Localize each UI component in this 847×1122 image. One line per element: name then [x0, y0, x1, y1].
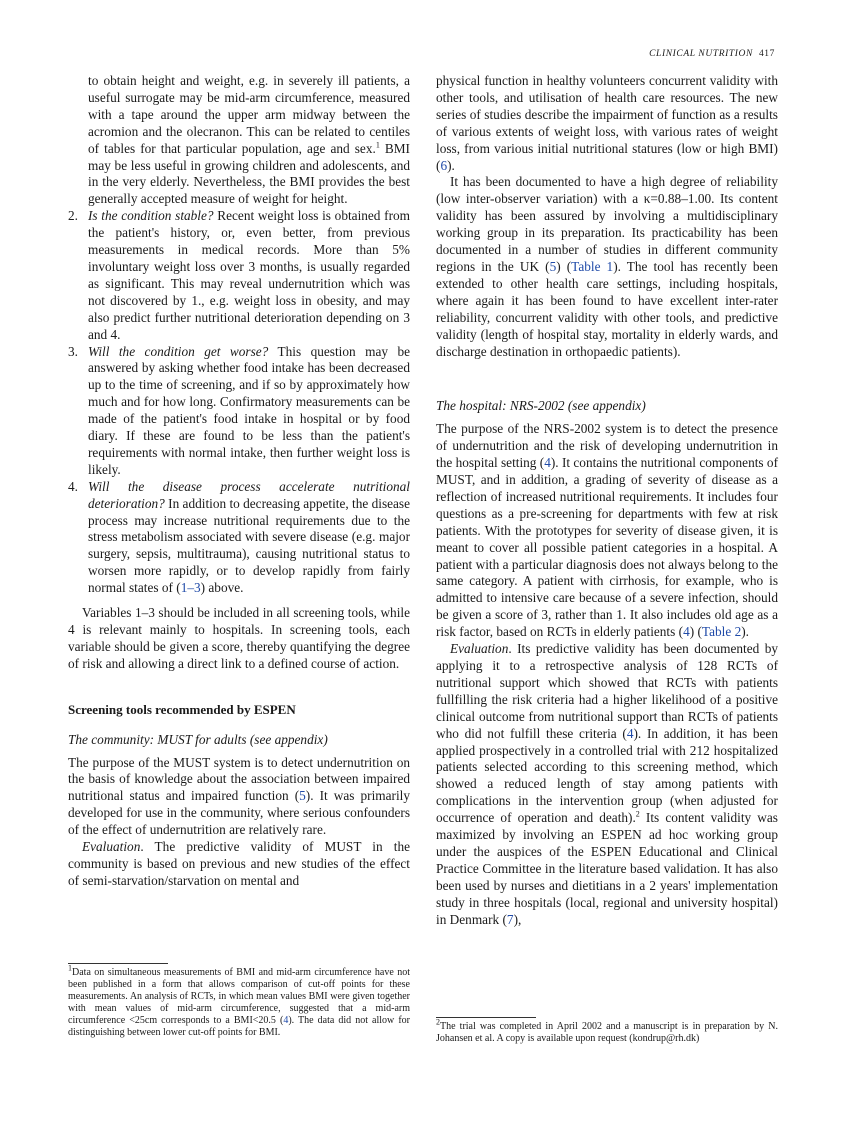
ref-link-5b[interactable]: 5: [549, 258, 557, 274]
ref-link-1-3[interactable]: 1–3: [180, 580, 201, 596]
footnote-rule: [68, 963, 168, 964]
footnote-ref-4[interactable]: 4: [283, 1015, 289, 1027]
running-head: [649, 49, 775, 59]
must-continuation-paragraph: physical function in healthy volunteers concurrent validity with other tools, and utilisation of health care resources. The new series of studies describe the impairment of function as a results of various extents of weight loss, with various rates of weight loss, from various initial nutritional statures (low or high BMI) (6).: [436, 73, 778, 173]
reliability-paragraph: It has been documented to have a high degree of reliability (low inter-observer variation) with a κ=0.88–1.00. Its content validity has been assured by involving a multidisciplinary working group in its preparation. Its practicability has been documented in a number of studies in different community regions in the UK (5) (Table 1). The tool has recently been extended to other health care settings, including hospitals, where again it has been found to have excellent inter-rater reliability, concurrent validity with other tools, and predictive validity (length of hospital stay, mortality in elderly wards, and discharge destination in orthopaedic patients).: [436, 174, 778, 359]
footnote-1: $^1$Data on simultaneous measurements of BMI and mid-arm circumference have not been published in a form that allows comparison of cut-off points for these measurements. An analysis of RCTs, in which mean values BMI were given together with mean values of mid-arm circumference, suggested that a mid-arm circumference <25cm corresponds to a BMI<20.5 (4). The data did not allow for distinguishing between lower cut-off points for BMI.: [68, 963, 410, 1039]
variables-paragraph: Variables 1–3 should be included in all screening tools, while 4 is relevant mainly to hospitals. In screening tools, each variable should be given a score, thereby quantifying the degree of risk and allowing a direct link to a defined course of action.: [68, 605, 410, 671]
ref-link-4b[interactable]: 4: [683, 624, 690, 640]
must-evaluation-paragraph: Evaluation. The predictive validity of MUST in the community is based on previous and new studies of the effect of semi-starvation/starvation on mental and: [68, 839, 410, 888]
ref-link-5[interactable]: 5: [299, 788, 306, 804]
page-number: 417: [758, 49, 775, 59]
item1-continuation: to obtain height and weight, e.g. in severely ill patients, a useful surrogate may be mid-arm circumference, measured with a tape around the upper arm midway between the acromion and the olecranon. This can be related to centiles of tables for that particular population, age and sex.$^1$ BMI may be less useful in growing children and adolescents, and in the very elderly. Nevertheless, the BMI provides the best generally accepted measure of weight for height.: [88, 73, 410, 207]
table-1-link[interactable]: Table 1: [571, 258, 614, 274]
footnote-marker-2[interactable]: 2: [635, 809, 640, 819]
journal-title: CLINICAL NUTRITION: [649, 49, 753, 59]
ref-link-4c[interactable]: 4: [626, 725, 634, 741]
table-2-link[interactable]: Table 2: [701, 624, 742, 640]
question-4: Will the disease process accelerate nutritional deterioration?: [88, 478, 410, 511]
footnote-rule-2: [436, 1017, 536, 1018]
list-item-2: 2. Is the condition stable? Recent weight loss is obtained from the patient's history, or, even better, from previous measurements in medical records. More than 5% involuntary weight loss over 3 months, is usually regarded as significant. This may reveal undernutrition which was not discovered by 1., e.g. weight loss in obesity, and may also predict further nutritional deterioration depending on 3 and 4.: [68, 208, 410, 342]
ref-link-6[interactable]: 6: [440, 157, 448, 173]
list-item-3: 3. Will the condition get worse? This question may be answered by asking whether food intake has been decreased up to the time of screening, and if so by approximately how much and for how long. Confirmatory measurements can be made of the patient's food intake in hospital or by food diary. If these are found to be less than the patient's requirements with normal intake, then further weight loss is likely.: [68, 343, 410, 477]
nrs-paragraph: The purpose of the NRS-2002 system is to detect the presence of undernutrition and the risk of developing undernutrition in the hospital setting (4). It contains the nutritional components of MUST, and in addition, a grading of severity of disease as a reflection of increased nutritional requirements. It includes four questions as a pre-screening for departments with few at risk patients. With the prototypes for severity of disease given, it is meant to cover all possible patient categories in a hospital. A patient with a particular diagnosis does not always belong to the same category. A patient with cirrhosis, for example, who is admitted to intensive care because of a severe infection, should be given a score of 3, rather than 1. It also includes old age as a risk factor, based on RCTs in elderly patients (4) (Table 2).: [436, 421, 778, 640]
section-heading: Screening tools recommended by ESPEN: [68, 701, 296, 717]
ref-link-7[interactable]: 7: [506, 911, 514, 927]
question-2: Is the condition stable?: [88, 208, 214, 224]
question-3: Will the condition get worse?: [88, 343, 269, 359]
footnote-2: $^2$The trial was completed in April 2002 and a manuscript is in preparation by N. Johansen et al. A copy is available upon request (kondrup@rh.dk): [436, 1017, 778, 1045]
nrs-evaluation-paragraph: Evaluation. Its predictive validity has been documented by applying it to a retrospective analysis of 128 RCTs of nutritional support which showed that RCTs with patients fullfilling the risk criteria had a higher likelihood of a positive clinical outcome from nutritional support than RCTs of patients who did not fulfill these criteria (4). In addition, it has been applied prospectively in a controlled trial with 212 hospitalized patients selected according to this screening method, which showed a reduced length of stay among patients with complications in the intervention group (when adjusted for occurrence of operation and death).$^2$ Its content validity was maximized by involving an ESPEN ad hoc working group under the auspices of the ESPEN Educational and Clinical Practice Committee in the literature based validation. It has also been used by nurses and dietitians in a 2 years' implementation study in three hospitals (local, regional and university hospital) in Denmark (7),: [436, 641, 778, 927]
must-heading: The community: MUST for adults (see appendix): [68, 731, 328, 747]
ref-link-4a[interactable]: 4: [544, 455, 551, 471]
list-item-4: 4. Will the disease process accelerate nutritional deterioration? In addition to decreasing appetite, the disease process may increase nutritional requirements due to the stress metabolism associated with severe disease (e.g. major surgery, sepsis, multitrauma), causing nutritional status to worsen more rapidly, or to develop rapidly from fairly normal states of (1–3) above.: [68, 478, 410, 596]
criteria-list: [68, 208, 410, 597]
right-column: [436, 73, 778, 929]
must-paragraph: The purpose of the MUST system is to detect undernutrition on the basis of knowledge about the association between impaired nutritional status and impaired function (5). It was primarily developed for use in the community, where serious confounders of the effect of undernutrition are relatively rare.: [68, 754, 410, 838]
footnote-marker-1[interactable]: 1: [375, 140, 380, 150]
nrs-heading: The hospital: NRS-2002 (see appendix): [436, 398, 646, 414]
left-column: [68, 73, 410, 890]
